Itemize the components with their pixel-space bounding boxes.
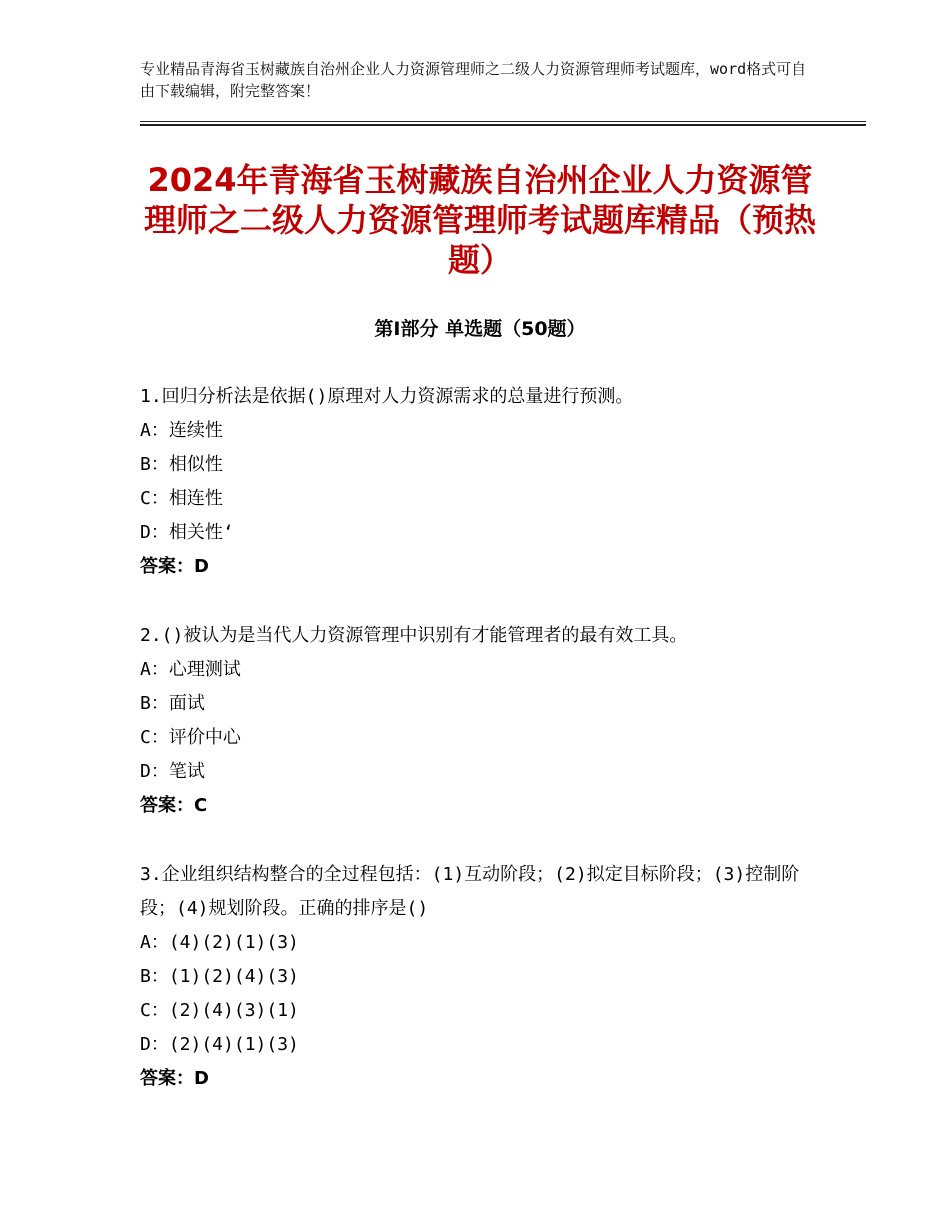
header-note: 专业精品青海省玉树藏族自治州企业人力资源管理师之二级人力资源管理师考试题库，word格式可自由下载编辑，附完整答案！: [140, 60, 807, 100]
section-heading: 第Ⅰ部分 单选题（50题）: [374, 318, 586, 340]
option-c: C：相连性: [140, 488, 223, 509]
option-d: D：相关性‘: [140, 522, 234, 543]
question-item: [140, 858, 820, 1096]
option-c: C：(2)(4)(3)(1): [140, 1000, 299, 1021]
question-text: 2.()被认为是当代人力资源管理中识别有才能管理者的最有效工具。: [140, 625, 688, 646]
option-d: D：(2)(4)(1)(3): [140, 1034, 299, 1055]
option-c: C：评价中心: [140, 727, 241, 748]
option-d: D：笔试: [140, 761, 205, 782]
answer-line: 答案：C: [140, 795, 208, 816]
question-item: [140, 619, 820, 823]
header-divider-thin: [140, 121, 866, 122]
answer-line: 答案：D: [140, 556, 209, 577]
header-divider-thick: [140, 124, 866, 126]
option-a: A：连续性: [140, 420, 223, 441]
option-b: B：相似性: [140, 454, 223, 475]
option-b: B：(1)(2)(4)(3): [140, 966, 299, 987]
option-a: A：心理测试: [140, 659, 241, 680]
question-item: [140, 380, 820, 584]
question-text: 3.企业组织结构整合的全过程包括：(1)互动阶段；(2)拟定目标阶段；(3)控制阶段；(4)规划阶段。正确的排序是(): [140, 864, 800, 919]
answer-line: 答案：D: [140, 1068, 209, 1089]
option-b: B：面试: [140, 693, 205, 714]
question-text: 1.回归分析法是依据()原理对人力资源需求的总量进行预测。: [140, 386, 634, 407]
option-a: A：(4)(2)(1)(3): [140, 932, 299, 953]
document-title: 2024年青海省玉树藏族自治州企业人力资源管理师之二级人力资源管理师考试题库精品（预热题）: [143, 161, 816, 279]
